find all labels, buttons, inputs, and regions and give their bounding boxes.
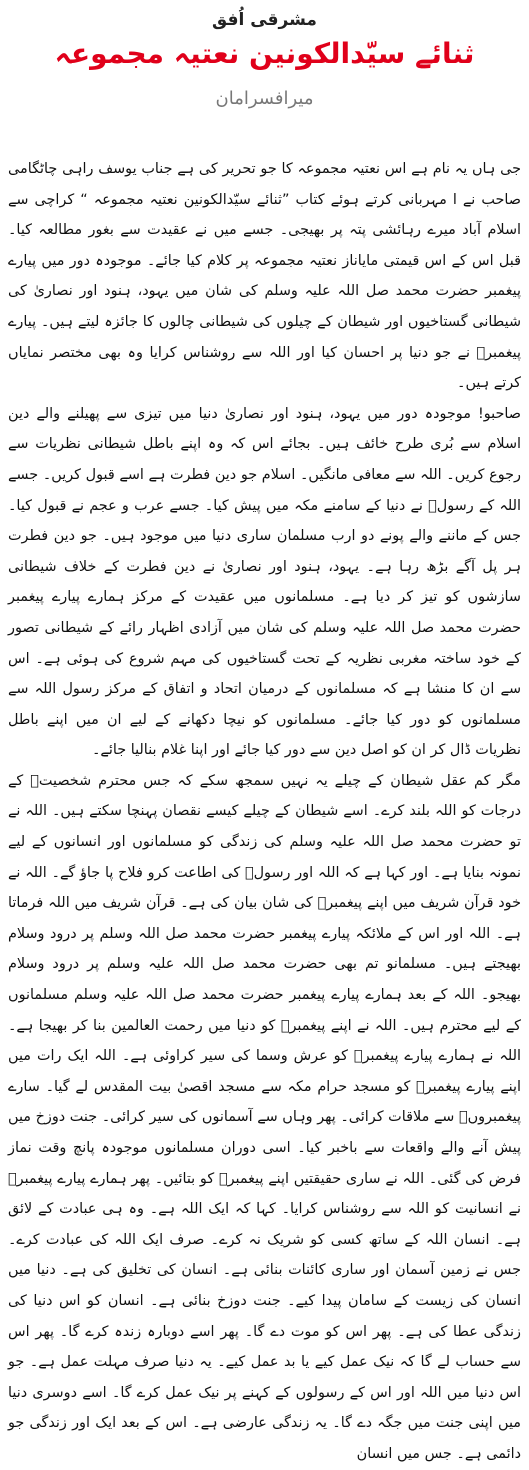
article-body xyxy=(8,154,521,1470)
article-title: ثنائے سیّدالکونین نعتیہ مجموعہ xyxy=(54,37,475,70)
column-header xyxy=(8,8,521,112)
article-paragraph: صاحبو! موجودہ دور میں یہود، ہنود اور نصاریٰ دنیا میں تیزی سے پھیلنے والے دین اسلام سے بُری طرح خائف ہیں۔ بجائے اس کہ وہ اپنے باطل شیطانی نظریات سے رجوع کریں۔ اللہ سے معافی مانگیں۔ اسلام جو دین فطرت ہے اسے قبول کریں۔ جسے اللہ کے رسولؐ نے دنیا کے سامنے مکہ میں پیش کیا۔ جسے عرب و عجم نے قبول کیا۔ جس کے ماننے والے پونے دو ارب مسلمان ساری دنیا میں موجود ہیں۔ جو دین فطرت ہر پل آگے بڑھ رہا ہے۔ یہود، ہنود اور نصاریٰ نے دین فطرت کے خلاف شیطانی سازشوں کو تیز کر دیا ہے۔ مسلمانوں میں عقیدت کے مرکز ہمارے پیارے پیغمبر حضرت محمد صل اللہ علیہ وسلم کی شان میں آزادی اظہار رائے کے شیطانی تصور کے خود ساختہ مغربی نظریہ کے تحت گستاخیوں کی مہم شروع کی ہوئی ہے۔ اس سے ان کا منشا ہے کہ مسلمانوں کے درمیان اتحاد و اتفاق کے مرکز رسول اللہ سے مسلمانوں کو دور کیا جائے۔ مسلمانوں کو نیچا دکھانے کے لیے ان میں اپنے باطل نظریات ڈال کر ان کو اصل دین سے دور کیا جائے اور اپنا غلام بنالیا جائے۔ xyxy=(8,405,521,759)
column-name: مشرقی اُفق xyxy=(212,10,317,30)
article-paragraph: جی ہاں یہ نام ہے اس نعتیہ مجموعہ کا جو تحریر کی ہے جناب یوسف راہی چاٹگامی صاحب نے ا مہربانی کرتے ہوئے کتاب ”ثنائے سیّدالکونین نعتیہ مجموعہ “ کراچی سے اسلام آباد میرے رہائشی پتہ پر بھیجی۔ جسے میں نے عقیدت سے بغور مطالعہ کیا۔ قبل اس کے اس قیمتی مایاناز نعتیہ مجموعہ پر کلام کیا جائے۔ موجودہ دور میں پیارے پیغمبر حضرت محمد صل اللہ علیہ وسلم کی شان میں یہود، ہنود اور نصاریٰ کی شیطانی گستاخیوں اور شیطان کے چیلوں کی شیطانی چالوں کا جائزہ لیتے ہیں۔ پیارے پیغمبرؐ نے جو دنیا پر احسان کیا اور اللہ سے روشناس کرایا وہ بھی مختصر نمایاں کرتے ہیں۔ xyxy=(8,161,521,392)
article-paragraph: مگر کم عقل شیطان کے چیلے یہ نہیں سمجھ سکے کہ جس محترم شخصیتؐ کے درجات کو اللہ بلند کرے۔ اسے شیطان کے چیلے کیسے نقصان پہنچا سکتے ہیں۔ اللہ نے تو حضرت محمد صل اللہ علیہ وسلم کی زندگی کو مسلمانوں اور انسانوں کے لیے نمونہ بنایا ہے۔ اور کہا ہے کہ اللہ اور رسولؐ کی اطاعت کرو فلاح پا جاؤ گے۔ اللہ نے خود قرآن شریف میں اپنے پیغمبرؐ کی شان بیان کی ہے۔ قرآن شریف میں اللہ فرماتا ہے۔ اللہ اور اس کے ملائکہ پیارے پیغمبر حضرت محمد صل اللہ وسلم پر درود وسلام بھیجتے ہیں۔ مسلمانو تم بھی حضرت محمد صل اللہ علیہ وسلم پر درود وسلام بھیجو۔ اللہ کے بعد ہمارے پیارے پیغمبر حضرت محمد صل اللہ علیہ وسلم مسلمانوں کے لیے محترم ہیں۔ اللہ نے اپنے پیغمبرؐ کو دنیا میں رحمت العالمین بنا کر بھیجا ہے۔ اللہ نے ہمارے پیارے پیغمبرؐ کو عرش وسما کی سیر کراوئی ہے۔ اللہ ایک رات میں اپنے پیارے پیغمبرؐ کو مسجد حرام مکہ سے مسجد اقصیٰ بیت المقدس لے گیا۔ سارے پیغمبروںؑ سے ملاقات کرائی۔ پھر وہاں سے آسمانوں کی سیر کرائی۔ جنت دوزخ میں پیش آنے والے واقعات سے باخبر کیا۔ اسی دوران مسلمانوں موجودہ پانچ وقت نماز فرض کی گئی۔ اللہ نے ساری حقیقتیں اپنے پیغمبرؐ کو بتائیں۔ پھر ہمارے پیارے پیغمبرؐ نے انسانیت کو اللہ سے روشناس کرایا۔ کہا کہ ایک اللہ ہے۔ وہ ہی عبادت کے لائق ہے۔ انسان اللہ کے ساتھ کسی کو شریک نہ کرے۔ صرف ایک اللہ کی عبادت کرے۔ جس نے زمین آسمان اور ساری کائنات بنائی ہے۔ انسان کی تخلیق کی ہے۔ دنیا میں انسان کی زیست کے سامان پیدا کیے۔ جنت دوزخ بنائی ہے۔ انسان کو اس دنیا کی زندگی عطا کی ہے۔ پھر اس کو موت دے گا۔ پھر اسے دوبارہ زندہ کرے گا۔ پھر اس سے حساب لے گا کہ نیک عمل کیے یا بد عمل کیے۔ یہ دنیا صرف مہلت عمل ہے۔ جو اس دنیا میں اللہ اور اس کے رسولوں کے کہنے پر نیک عمل کرے گا۔ اسے دوسری دنیا میں اپنی جنت میں جگہ دے گا۔ یہ زندگی عارضی ہے۔ اس کے بعد ایک اور زندگی جو دائمی ہے۔ جس میں انسان xyxy=(8,772,521,1462)
author-name: میرافسرامان xyxy=(215,88,314,109)
